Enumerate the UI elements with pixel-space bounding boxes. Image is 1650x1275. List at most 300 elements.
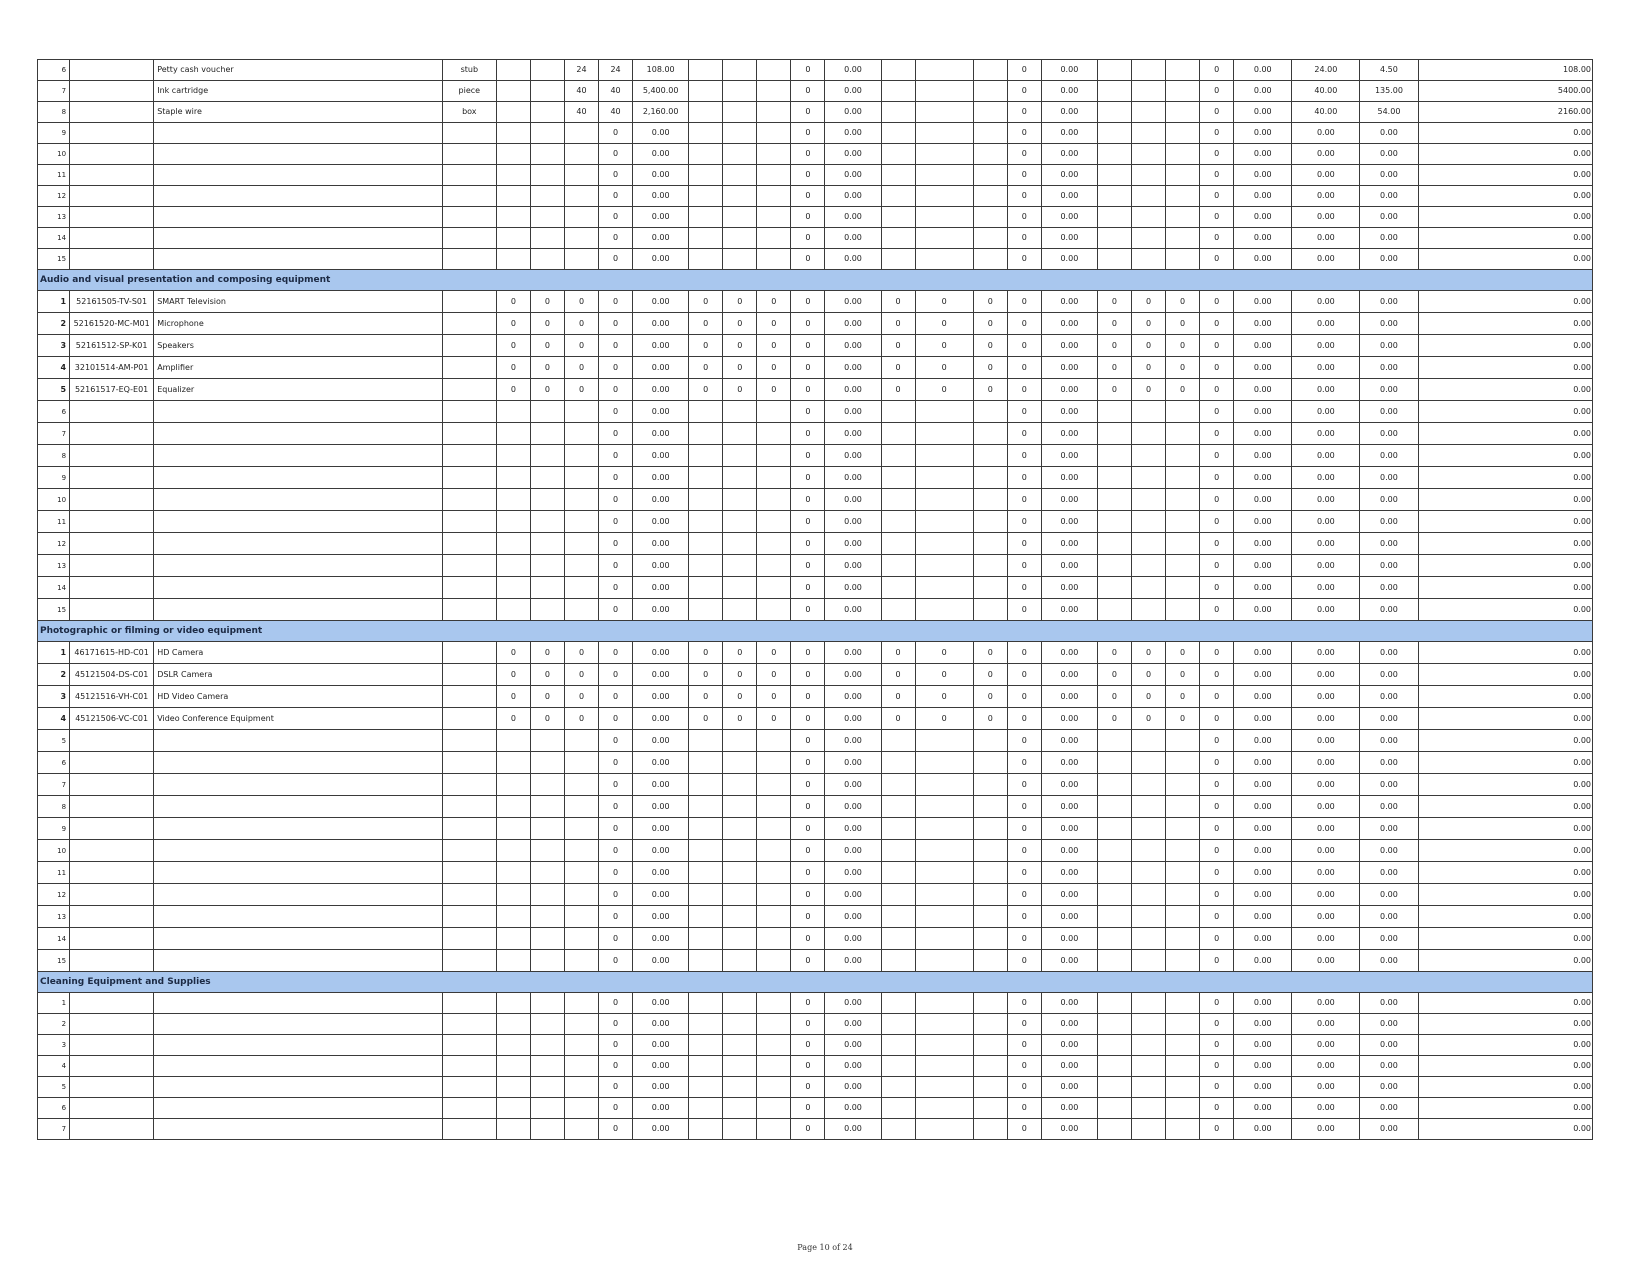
cell-c13: 0 <box>973 686 1007 708</box>
cell-c7 <box>723 81 757 102</box>
table-row <box>38 862 1593 884</box>
cell-c7 <box>723 555 757 577</box>
cell-c3 <box>564 123 598 144</box>
cell-c3 <box>564 1119 598 1140</box>
row-total: 0.00 <box>1418 555 1592 577</box>
item-code <box>70 950 154 972</box>
cell-c13 <box>973 928 1007 950</box>
cell-c10: 0.00 <box>825 950 881 972</box>
cell-c10: 0.00 <box>825 489 881 511</box>
cell-c20: 0.00 <box>1234 884 1292 906</box>
cell-c20: 0.00 <box>1234 511 1292 533</box>
cell-c19: 0 <box>1200 423 1234 445</box>
cell-c14: 0 <box>1007 379 1041 401</box>
cell-c17 <box>1131 950 1165 972</box>
cell-c2 <box>530 774 564 796</box>
cell-c6 <box>689 102 723 123</box>
cell-c6: 0 <box>689 642 723 664</box>
row-number: 15 <box>38 950 70 972</box>
cell-c15: 0.00 <box>1041 533 1097 555</box>
cell-c20: 0.00 <box>1234 1056 1292 1077</box>
cell-c5: 0.00 <box>633 664 689 686</box>
cell-c9: 0 <box>791 642 825 664</box>
cell-c20: 0.00 <box>1234 207 1292 228</box>
cell-c20: 0.00 <box>1234 291 1292 313</box>
cell-c21: 0.00 <box>1292 862 1360 884</box>
row-number: 4 <box>38 1056 70 1077</box>
item-code: 52161520-MC-M01 <box>70 313 154 335</box>
cell-c14: 0 <box>1007 1098 1041 1119</box>
cell-c20: 0.00 <box>1234 401 1292 423</box>
item-description <box>154 123 443 144</box>
cell-c12 <box>915 533 973 555</box>
cell-c9: 0 <box>791 401 825 423</box>
cell-c12 <box>915 730 973 752</box>
cell-c22: 0.00 <box>1360 401 1418 423</box>
cell-c6: 0 <box>689 686 723 708</box>
cell-c18 <box>1166 228 1200 249</box>
cell-c12 <box>915 1035 973 1056</box>
cell-c6: 0 <box>689 291 723 313</box>
cell-c21: 0.00 <box>1292 533 1360 555</box>
cell-c5: 0.00 <box>633 818 689 840</box>
cell-c13 <box>973 1098 1007 1119</box>
item-code: 32101514-AM-P01 <box>70 357 154 379</box>
cell-c4: 0 <box>599 774 633 796</box>
section-header <box>38 270 1593 291</box>
cell-c10: 0.00 <box>825 249 881 270</box>
item-description <box>154 752 443 774</box>
cell-c10: 0.00 <box>825 730 881 752</box>
cell-c13 <box>973 186 1007 207</box>
cell-c19: 0 <box>1200 1119 1234 1140</box>
cell-c5: 0.00 <box>633 1014 689 1035</box>
cell-c13 <box>973 401 1007 423</box>
item-description <box>154 818 443 840</box>
cell-c12 <box>915 445 973 467</box>
cell-c16 <box>1097 555 1131 577</box>
cell-c19: 0 <box>1200 445 1234 467</box>
cell-c10: 0.00 <box>825 335 881 357</box>
cell-c6 <box>689 1119 723 1140</box>
cell-c18 <box>1166 950 1200 972</box>
item-code <box>70 533 154 555</box>
cell-c16: 0 <box>1097 379 1131 401</box>
row-total: 0.00 <box>1418 207 1592 228</box>
cell-c11 <box>881 102 915 123</box>
cell-c3 <box>564 774 598 796</box>
cell-c5: 0.00 <box>633 291 689 313</box>
cell-c2 <box>530 752 564 774</box>
cell-c19: 0 <box>1200 840 1234 862</box>
cell-c17 <box>1131 884 1165 906</box>
cell-c10: 0.00 <box>825 884 881 906</box>
cell-c1 <box>496 862 530 884</box>
item-description <box>154 1098 443 1119</box>
cell-c12 <box>915 555 973 577</box>
item-description <box>154 511 443 533</box>
cell-c14: 0 <box>1007 774 1041 796</box>
cell-c13 <box>973 207 1007 228</box>
cell-c12 <box>915 577 973 599</box>
cell-c18 <box>1166 533 1200 555</box>
cell-c3: 24 <box>564 60 598 81</box>
cell-c1 <box>496 1056 530 1077</box>
cell-c19: 0 <box>1200 555 1234 577</box>
cell-c7 <box>723 1077 757 1098</box>
cell-c3: 0 <box>564 357 598 379</box>
cell-c5: 0.00 <box>633 686 689 708</box>
cell-c10: 0.00 <box>825 60 881 81</box>
cell-c4: 0 <box>599 599 633 621</box>
cell-c14: 0 <box>1007 489 1041 511</box>
cell-c1 <box>496 950 530 972</box>
cell-c14: 0 <box>1007 81 1041 102</box>
cell-c20: 0.00 <box>1234 599 1292 621</box>
cell-c6 <box>689 249 723 270</box>
cell-c19: 0 <box>1200 249 1234 270</box>
cell-c8: 0 <box>757 664 791 686</box>
cell-c15: 0.00 <box>1041 379 1097 401</box>
cell-c1 <box>496 1119 530 1140</box>
cell-c12 <box>915 401 973 423</box>
cell-c14: 0 <box>1007 686 1041 708</box>
cell-c10: 0.00 <box>825 186 881 207</box>
row-total: 0.00 <box>1418 950 1592 972</box>
cell-c2 <box>530 102 564 123</box>
item-code <box>70 81 154 102</box>
cell-c10: 0.00 <box>825 708 881 730</box>
cell-c13 <box>973 884 1007 906</box>
cell-c5: 0.00 <box>633 467 689 489</box>
cell-c9: 0 <box>791 906 825 928</box>
cell-c11: 0 <box>881 642 915 664</box>
table-row <box>38 313 1593 335</box>
cell-c10: 0.00 <box>825 379 881 401</box>
cell-c19: 0 <box>1200 950 1234 972</box>
row-total: 0.00 <box>1418 445 1592 467</box>
cell-c3 <box>564 165 598 186</box>
cell-c7 <box>723 862 757 884</box>
cell-c17 <box>1131 818 1165 840</box>
row-number: 6 <box>38 752 70 774</box>
cell-c14: 0 <box>1007 1119 1041 1140</box>
cell-c9: 0 <box>791 379 825 401</box>
cell-c4: 0 <box>599 862 633 884</box>
item-description: Speakers <box>154 335 443 357</box>
row-number: 7 <box>38 81 70 102</box>
item-description: SMART Television <box>154 291 443 313</box>
cell-c1 <box>496 928 530 950</box>
row-total: 0.00 <box>1418 928 1592 950</box>
cell-c18 <box>1166 144 1200 165</box>
cell-c14: 0 <box>1007 928 1041 950</box>
cell-c12 <box>915 144 973 165</box>
cell-c14: 0 <box>1007 730 1041 752</box>
cell-c13 <box>973 1119 1007 1140</box>
item-code <box>70 862 154 884</box>
cell-c17: 0 <box>1131 642 1165 664</box>
cell-c12 <box>915 81 973 102</box>
cell-c11: 0 <box>881 686 915 708</box>
cell-c15: 0.00 <box>1041 686 1097 708</box>
cell-c21: 0.00 <box>1292 1035 1360 1056</box>
cell-c15: 0.00 <box>1041 818 1097 840</box>
cell-c22: 0.00 <box>1360 555 1418 577</box>
cell-c4: 0 <box>599 165 633 186</box>
cell-c17: 0 <box>1131 379 1165 401</box>
item-description <box>154 1077 443 1098</box>
cell-c18 <box>1166 423 1200 445</box>
cell-c2 <box>530 489 564 511</box>
cell-c5: 0.00 <box>633 249 689 270</box>
cell-c6: 0 <box>689 335 723 357</box>
cell-c16 <box>1097 165 1131 186</box>
cell-c22: 0.00 <box>1360 533 1418 555</box>
cell-c13 <box>973 555 1007 577</box>
cell-c21: 0.00 <box>1292 144 1360 165</box>
cell-c12 <box>915 1119 973 1140</box>
cell-c15: 0.00 <box>1041 599 1097 621</box>
row-total: 0.00 <box>1418 1056 1592 1077</box>
cell-c20: 0.00 <box>1234 467 1292 489</box>
cell-c16 <box>1097 489 1131 511</box>
item-unit <box>442 533 496 555</box>
cell-c4: 0 <box>599 511 633 533</box>
cell-c20: 0.00 <box>1234 862 1292 884</box>
cell-c9: 0 <box>791 357 825 379</box>
cell-c19: 0 <box>1200 123 1234 144</box>
cell-c13 <box>973 774 1007 796</box>
row-total: 0.00 <box>1418 708 1592 730</box>
cell-c22: 0.00 <box>1360 335 1418 357</box>
cell-c8: 0 <box>757 708 791 730</box>
table-row <box>38 102 1593 123</box>
row-total: 0.00 <box>1418 664 1592 686</box>
cell-c1 <box>496 1035 530 1056</box>
cell-c1 <box>496 555 530 577</box>
cell-c16: 0 <box>1097 357 1131 379</box>
cell-c15: 0.00 <box>1041 423 1097 445</box>
cell-c4: 40 <box>599 102 633 123</box>
cell-c18: 0 <box>1166 379 1200 401</box>
cell-c22: 0.00 <box>1360 1014 1418 1035</box>
item-code <box>70 511 154 533</box>
cell-c11 <box>881 511 915 533</box>
cell-c22: 0.00 <box>1360 379 1418 401</box>
row-total: 0.00 <box>1418 335 1592 357</box>
cell-c11 <box>881 993 915 1014</box>
cell-c19: 0 <box>1200 1098 1234 1119</box>
cell-c21: 0.00 <box>1292 445 1360 467</box>
cell-c4: 0 <box>599 445 633 467</box>
cell-c8 <box>757 123 791 144</box>
item-code <box>70 249 154 270</box>
cell-c8 <box>757 228 791 249</box>
cell-c15: 0.00 <box>1041 165 1097 186</box>
cell-c2 <box>530 60 564 81</box>
cell-c8 <box>757 1119 791 1140</box>
cell-c11 <box>881 1119 915 1140</box>
item-description <box>154 533 443 555</box>
row-total: 0.00 <box>1418 1014 1592 1035</box>
cell-c2: 0 <box>530 335 564 357</box>
cell-c4: 0 <box>599 686 633 708</box>
cell-c10: 0.00 <box>825 313 881 335</box>
cell-c15: 0.00 <box>1041 1119 1097 1140</box>
row-number: 8 <box>38 102 70 123</box>
cell-c9: 0 <box>791 60 825 81</box>
cell-c6 <box>689 796 723 818</box>
cell-c7 <box>723 511 757 533</box>
cell-c11: 0 <box>881 708 915 730</box>
cell-c20: 0.00 <box>1234 489 1292 511</box>
cell-c2: 0 <box>530 313 564 335</box>
cell-c19: 0 <box>1200 752 1234 774</box>
cell-c14: 0 <box>1007 752 1041 774</box>
cell-c16 <box>1097 950 1131 972</box>
cell-c6 <box>689 730 723 752</box>
cell-c20: 0.00 <box>1234 1119 1292 1140</box>
row-number: 6 <box>38 1098 70 1119</box>
cell-c10: 0.00 <box>825 81 881 102</box>
cell-c10: 0.00 <box>825 445 881 467</box>
cell-c15: 0.00 <box>1041 144 1097 165</box>
cell-c6 <box>689 555 723 577</box>
cell-c4: 0 <box>599 577 633 599</box>
cell-c12: 0 <box>915 686 973 708</box>
item-description <box>154 774 443 796</box>
cell-c22: 0.00 <box>1360 752 1418 774</box>
cell-c9: 0 <box>791 511 825 533</box>
cell-c19: 0 <box>1200 165 1234 186</box>
item-unit <box>442 489 496 511</box>
cell-c17 <box>1131 577 1165 599</box>
item-unit: piece <box>442 81 496 102</box>
item-description <box>154 928 443 950</box>
cell-c13 <box>973 796 1007 818</box>
table-row <box>38 144 1593 165</box>
cell-c3 <box>564 993 598 1014</box>
cell-c11: 0 <box>881 313 915 335</box>
cell-c20: 0.00 <box>1234 249 1292 270</box>
cell-c22: 0.00 <box>1360 207 1418 228</box>
cell-c22: 0.00 <box>1360 423 1418 445</box>
cell-c2 <box>530 840 564 862</box>
cell-c18 <box>1166 577 1200 599</box>
cell-c6 <box>689 862 723 884</box>
item-description <box>154 186 443 207</box>
cell-c4: 0 <box>599 1056 633 1077</box>
cell-c15: 0.00 <box>1041 291 1097 313</box>
item-code <box>70 1056 154 1077</box>
cell-c12 <box>915 993 973 1014</box>
item-unit <box>442 445 496 467</box>
cell-c5: 0.00 <box>633 207 689 228</box>
cell-c13 <box>973 81 1007 102</box>
cell-c5: 0.00 <box>633 335 689 357</box>
cell-c1 <box>496 423 530 445</box>
cell-c5: 0.00 <box>633 313 689 335</box>
cell-c22: 0.00 <box>1360 144 1418 165</box>
cell-c9: 0 <box>791 555 825 577</box>
row-total: 0.00 <box>1418 577 1592 599</box>
item-code: 45121516-VH-C01 <box>70 686 154 708</box>
cell-c1: 0 <box>496 335 530 357</box>
cell-c11 <box>881 60 915 81</box>
item-description <box>154 1014 443 1035</box>
item-code: 52161512-SP-K01 <box>70 335 154 357</box>
cell-c6 <box>689 774 723 796</box>
cell-c16 <box>1097 186 1131 207</box>
cell-c20: 0.00 <box>1234 533 1292 555</box>
cell-c1 <box>496 840 530 862</box>
cell-c15: 0.00 <box>1041 950 1097 972</box>
cell-c17: 0 <box>1131 686 1165 708</box>
cell-c14: 0 <box>1007 818 1041 840</box>
cell-c16 <box>1097 249 1131 270</box>
cell-c4: 0 <box>599 906 633 928</box>
cell-c7: 0 <box>723 379 757 401</box>
cell-c7 <box>723 165 757 186</box>
row-total: 0.00 <box>1418 752 1592 774</box>
row-total: 0.00 <box>1418 144 1592 165</box>
cell-c11: 0 <box>881 357 915 379</box>
cell-c17 <box>1131 774 1165 796</box>
cell-c1 <box>496 796 530 818</box>
cell-c19: 0 <box>1200 862 1234 884</box>
cell-c7 <box>723 60 757 81</box>
cell-c8 <box>757 730 791 752</box>
cell-c12 <box>915 467 973 489</box>
cell-c2: 0 <box>530 708 564 730</box>
item-code <box>70 401 154 423</box>
cell-c5: 0.00 <box>633 445 689 467</box>
cell-c7 <box>723 818 757 840</box>
cell-c18 <box>1166 445 1200 467</box>
cell-c16 <box>1097 599 1131 621</box>
cell-c12 <box>915 818 973 840</box>
cell-c18: 0 <box>1166 686 1200 708</box>
cell-c17 <box>1131 511 1165 533</box>
cell-c20: 0.00 <box>1234 577 1292 599</box>
cell-c3: 40 <box>564 81 598 102</box>
cell-c7 <box>723 752 757 774</box>
cell-c5: 2,160.00 <box>633 102 689 123</box>
cell-c18 <box>1166 123 1200 144</box>
item-description: Microphone <box>154 313 443 335</box>
cell-c16 <box>1097 862 1131 884</box>
cell-c20: 0.00 <box>1234 144 1292 165</box>
cell-c20: 0.00 <box>1234 1098 1292 1119</box>
cell-c8 <box>757 423 791 445</box>
row-number: 8 <box>38 796 70 818</box>
cell-c16 <box>1097 102 1131 123</box>
cell-c2 <box>530 730 564 752</box>
cell-c5: 0.00 <box>633 950 689 972</box>
cell-c12 <box>915 186 973 207</box>
cell-c17 <box>1131 165 1165 186</box>
cell-c14: 0 <box>1007 708 1041 730</box>
cell-c19: 0 <box>1200 489 1234 511</box>
cell-c21: 0.00 <box>1292 489 1360 511</box>
cell-c1 <box>496 228 530 249</box>
item-code <box>70 796 154 818</box>
cell-c1 <box>496 1014 530 1035</box>
cell-c20: 0.00 <box>1234 774 1292 796</box>
cell-c1 <box>496 102 530 123</box>
cell-c9: 0 <box>791 928 825 950</box>
